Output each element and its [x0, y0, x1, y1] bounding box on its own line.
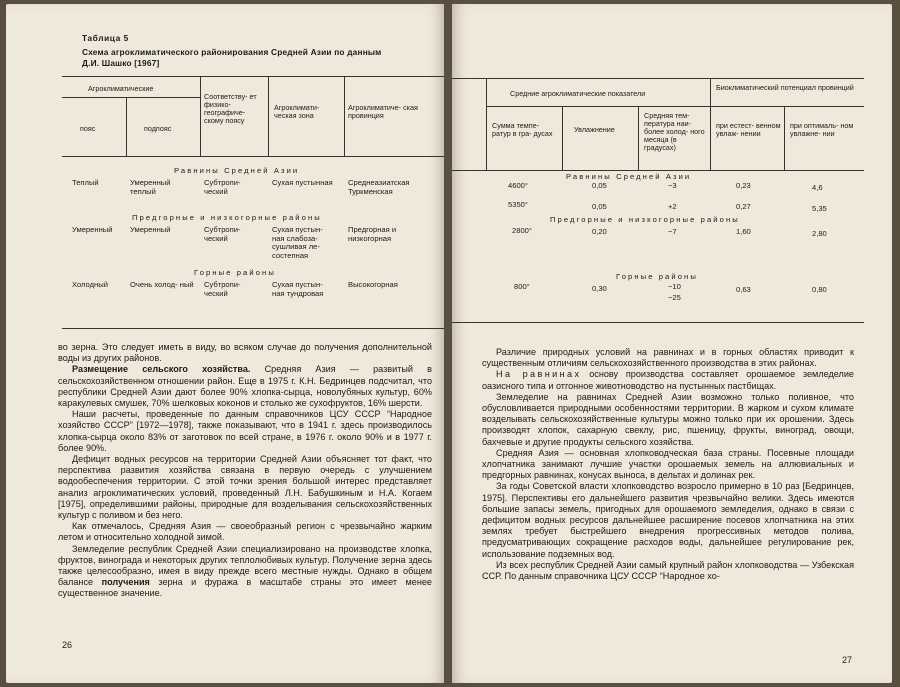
- paragraph: Как отмечалось, Средняя Азия — своеобразный регион с чрезвычайно жарким летом и относительно холодной зимой.: [58, 521, 432, 543]
- header-group-potential: Биоклиматический потенциал провинций: [716, 83, 854, 92]
- paragraph: [58, 544, 432, 600]
- cell-belt: Холодный: [72, 280, 108, 289]
- cell-province: Среднеазиатская Туркменская: [348, 178, 410, 196]
- page-number: 26: [62, 640, 73, 650]
- cell-physgeo: Субтропи- ческий: [204, 178, 241, 196]
- cell-subbelt: Умеренный: [130, 225, 171, 234]
- table-bottom-rule: [62, 328, 444, 329]
- header-sub-rule: [62, 97, 200, 98]
- lead-plains: На равнинах: [496, 369, 582, 380]
- cell-subbelt: Умеренный теплый: [130, 178, 171, 196]
- section-foothills: Предгорные и низкогорные районы: [132, 213, 322, 222]
- header-group-indicators: Средние агроклиматические показатели: [510, 89, 646, 98]
- header-divider: [562, 106, 563, 170]
- cell-zone: Сухая пустын- ная тундровая: [272, 280, 324, 298]
- cell-cold: −3: [668, 181, 677, 190]
- header-natural: при естест- венном увлаж- нении: [716, 121, 781, 139]
- cell-sum: 4600°: [508, 181, 528, 190]
- cell-natural: 1,60: [736, 227, 751, 236]
- table-top-rule: [62, 76, 444, 77]
- header-divider-3: [344, 76, 345, 156]
- section-plains: Равнины Средней Азии: [566, 172, 692, 181]
- cell-sum: 5350°: [508, 200, 528, 209]
- paragraph-text: зерна и фуража в масштабе страны это имеет менее существенное значение.: [58, 577, 432, 599]
- bold-word: получения: [101, 577, 150, 588]
- cell-subbelt: Очень холод- ный: [130, 280, 194, 289]
- paragraph: Земледелие на равнинах Средней Азии возможно только поливное, что обусловливается природными особенностями территории. В жарком и сухом климате возделывать сельскохозяйственные культуры можно только при их орошении. Здесь производят хлопок, сахарную свеклу, рис, пшеницу, фрукты, виноград, овощи, бахчевые и другие продукты сельского хозяйства.: [482, 391, 854, 447]
- cell-cold-2: −25: [668, 293, 681, 302]
- section-mountains: Горные районы: [194, 268, 276, 277]
- header-subbelt: подпояс: [144, 124, 172, 133]
- paragraph: Из всех республик Средней Азии самый крупный район хлопководства — Узбекская ССР. По данным справочника ЦСУ СССР “Народное хо-: [482, 559, 854, 582]
- paragraph: [58, 364, 432, 409]
- header-divider: [486, 78, 487, 170]
- header-divider-1: [200, 76, 201, 156]
- paragraph: За годы Советской власти хлопководство возросло примерно в 10 раз [Бедринцев, 1975]. Перспективы его дальнейшего развития чрезвычайно велики. Здесь имеются большие запасы земель, пригодных для орошаемого земледелия, однако в связи с дефицитом водных ресурсов дальнейшее расширение посевов хлопчатника на этих землях требует быстрейшего внедрения прогрессивных методов полива, предусматривающих сокращение расходов воды, дальнейшее регулирование рек, использование подземных вод.: [482, 481, 854, 559]
- header-agroclimatic: Агроклиматические: [88, 84, 154, 93]
- heading-agriculture: Размещение сельского хозяйства.: [72, 364, 251, 375]
- page-number: 27: [842, 655, 853, 665]
- table-caption-line1: Схема агроклиматического районирования Средней Азии по данным: [82, 47, 382, 57]
- cell-sum: 2800°: [512, 226, 532, 235]
- header-zone: Агроклимати- ческая зона: [274, 103, 320, 121]
- cell-optimal: 2,80: [812, 229, 827, 238]
- cell-province: Высокогорная: [348, 280, 398, 289]
- cell-physgeo: Субтропи- ческий: [204, 225, 241, 243]
- cell-zone: Сухая пустын- ная слабоза- сушливая ле- состепная: [272, 225, 323, 260]
- header-moisture: Увлажнение: [574, 125, 615, 134]
- cell-natural: 0,23: [736, 181, 751, 190]
- table-bottom-rule: [452, 322, 864, 323]
- cell-optimal: 4,6: [812, 183, 823, 192]
- cell-natural: 0,27: [736, 202, 751, 211]
- section-plains: Равнины Средней Азии: [174, 166, 300, 175]
- header-bottom-rule: [452, 170, 864, 171]
- cell-moist: 0,05: [592, 202, 607, 211]
- left-page: [6, 4, 444, 683]
- cell-natural: 0,63: [736, 285, 751, 294]
- right-body-text: [482, 347, 854, 582]
- cell-sum: 800°: [514, 282, 530, 291]
- header-province: Агроклиматиче- ская провинция: [348, 103, 418, 121]
- header-temp-sum: Сумма темпе- ратур в гра- дусах: [492, 121, 553, 139]
- right-page: [452, 4, 892, 683]
- header-divider-4: [126, 97, 127, 156]
- cell-optimal: 0,80: [812, 285, 827, 294]
- header-cold-month: Средняя тем- пература наи- более холод- ного месяца (в градусах): [644, 111, 705, 153]
- header-divider: [638, 106, 639, 170]
- left-body-text: [58, 342, 432, 600]
- section-mountains: Горные районы: [616, 272, 698, 281]
- header-bottom-rule: [62, 156, 444, 157]
- header-divider-2: [268, 76, 269, 156]
- header-optimal: при оптималь- ном увлажне- нии: [790, 121, 854, 139]
- header-divider: [710, 78, 711, 170]
- paragraph-text: основу производства составляет орошаемое земледелие оазисного типа и отгонное животноводство на пустынных пастбищах.: [482, 369, 854, 391]
- paragraph: [482, 369, 854, 391]
- paragraph: Средняя Азия — основная хлопководческая база страны. Посевные площади хлопчатника занимают лучшие участки орошаемых земель на аллювиальных и предгорных равнинах, конусах выноса, в дельтах и долинах рек.: [482, 447, 854, 481]
- cell-province: Предгорная и низкогорная: [348, 225, 397, 243]
- header-sub-rule: [486, 106, 864, 107]
- header-belt: пояс: [80, 124, 96, 133]
- table-label: Таблица 5: [82, 33, 129, 43]
- section-foothills: Предгорные и низкогорные районы: [550, 215, 740, 224]
- paragraph-text: Земледелие республик Средней Азии специализировано на производстве хлопка, фруктов, винограда и некоторых других теплолюбивых культур. Получение зерна здесь также целесообразно, имея в виду прежде всего местные нужды. Однако в общем балансе: [58, 543, 432, 588]
- cell-moist: 0,05: [592, 181, 607, 190]
- cell-belt: Теплый: [72, 178, 99, 187]
- paragraph: Различие природных условий на равнинах и в горных областях приводит к существенным отличиям сельскохозяйственного производства в этих районах.: [482, 347, 854, 369]
- table-top-rule: [452, 78, 864, 79]
- cell-physgeo: Субтропи- ческий: [204, 280, 241, 298]
- paragraph-text: Средняя Азия — развитый в сельскохозяйственном отношении район. Еще в 1975 г. К.Н. Бедринцев подсчитал, что республики Средней Азии дают более 90% хлопка-сырца, новолубяных культур, 60% каракулевых смушек, 70% шелковых коконов и столько же сухофруктов, 16% шерсти.: [58, 364, 432, 409]
- table-caption-line2: Д.И. Шашко [1967]: [82, 58, 160, 68]
- cell-belt: Умеренный: [72, 225, 113, 234]
- header-divider: [784, 106, 785, 170]
- paragraph: Наши расчеты, проведенные по данным справочников ЦСУ СССР “Народное хозяйство СССР” [1972—1978], также показывают, что в 1941 г. здесь производилось хлопка-сырца около 83% от заготовок по всей стране, в 1976 г. около 90% и в 1977 г. более 90%.: [58, 409, 432, 453]
- paragraph: Дефицит водных ресурсов на территории Средней Азии объясняет тот факт, что перспектива развития хозяйства связана в первую очередь с улучшением водообеспечения территории. С этой точки зрения большой интерес представляет анализ агроклиматических условий, проведенный Л.Н. Бабушкиным и Н.А. Когаем [1975], определившими районы, природные для возделывания сельскохозяйственных культур с поливом и без него.: [58, 454, 432, 521]
- cell-cold: +2: [668, 202, 677, 211]
- paragraph: во зерна. Это следует иметь в виду, во всяком случае до получения дополнительной воды из других районов.: [58, 342, 432, 364]
- header-physgeo: Соответству- ет физико- географиче- скому поясу: [204, 92, 257, 126]
- cell-moist: 0,20: [592, 227, 607, 236]
- cell-optimal: 5,35: [812, 204, 827, 213]
- cell-cold: −10: [668, 282, 681, 291]
- cell-zone: Сухая пустынная: [272, 178, 333, 187]
- cell-moist: 0,30: [592, 284, 607, 293]
- cell-cold: −7: [668, 227, 677, 236]
